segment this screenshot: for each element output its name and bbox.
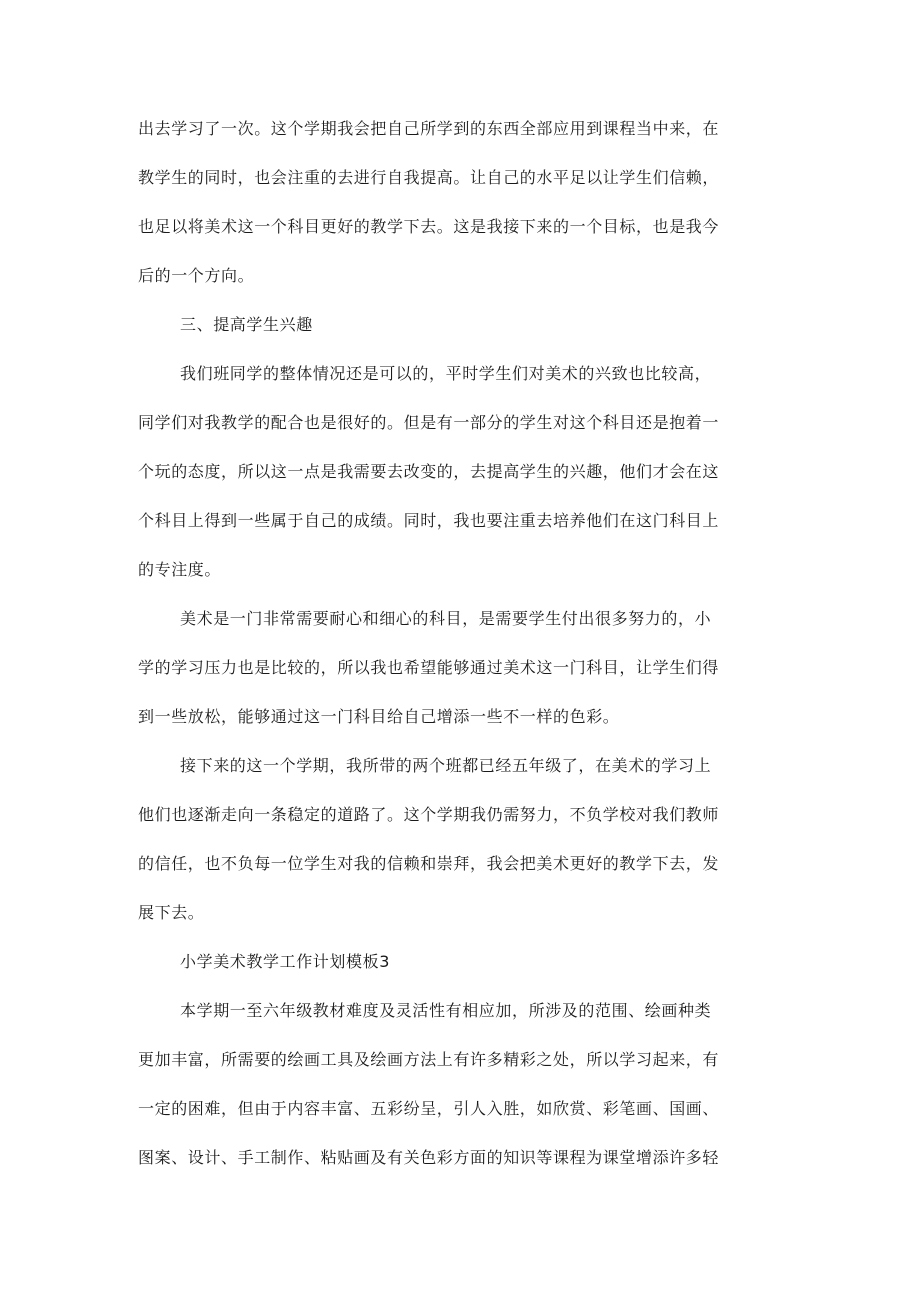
paragraph-line: 到一些放松，能够通过这一门科目给自己增添一些不一样的色彩。 (138, 707, 620, 726)
paragraph-line: 后的一个方向。 (138, 266, 255, 285)
paragraph-line: 本学期一至六年级教材难度及灵活性有相应加，所涉及的范围、绘画种类 (180, 1001, 712, 1020)
paragraph-line: 接下来的这一个学期，我所带的两个班都已经五年级了，在美术的学习上 (180, 756, 712, 775)
section-heading: 三、提高学生兴趣 (180, 315, 313, 334)
paragraph-line: 的信任，也不负每一位学生对我的信赖和崇拜，我会把美术更好的教学下去，发 (138, 854, 720, 873)
paragraph-line: 图案、设计、手工制作、粘贴画及有关色彩方面的知识等课程为课堂增添许多轻 (138, 1148, 720, 1167)
paragraph-line: 的专注度。 (138, 560, 222, 579)
paragraph-line: 更加丰富，所需要的绘画工具及绘画方法上有许多精彩之处，所以学习起来，有 (138, 1050, 720, 1069)
paragraph-line: 个玩的态度，所以这一点是我需要去改变的，去提高学生的兴趣，他们才会在这 (138, 462, 720, 481)
paragraph-line: 展下去。 (138, 903, 205, 922)
section-title: 小学美术教学工作计划模板3 (180, 952, 390, 971)
paragraph-line: 一定的困难，但由于内容丰富、五彩纷呈，引人入胜，如欣赏、彩笔画、国画、 (138, 1099, 720, 1118)
paragraph-line: 我们班同学的整体情况还是可以的，平时学生们对美术的兴致也比较高， (180, 364, 712, 383)
paragraph-line: 同学们对我教学的配合也是很好的。但是有一部分的学生对这个科目还是抱着一 (138, 413, 720, 432)
paragraph-line: 他们也逐渐走向一条稳定的道路了。这个学期我仍需努力，不负学校对我们教师 (138, 805, 720, 824)
paragraph-line: 美术是一门非常需要耐心和细心的科目，是需要学生付出很多努力的，小 (180, 609, 712, 628)
paragraph-line: 教学生的同时，也会注重的去进行自我提高。让自己的水平足以让学生们信赖， (138, 168, 720, 187)
paragraph-line: 出去学习了一次。这个学期我会把自己所学到的东西全部应用到课程当中来，在 (138, 119, 720, 138)
paragraph-line: 个科目上得到一些属于自己的成绩。同时，我也要注重去培养他们在这门科目上 (138, 511, 720, 530)
paragraph-line: 学的学习压力也是比较的，所以我也希望能够通过美术这一门科目，让学生们得 (138, 658, 720, 677)
paragraph-line: 也足以将美术这一个科目更好的教学下去。这是我接下来的一个目标，也是我今 (138, 217, 720, 236)
